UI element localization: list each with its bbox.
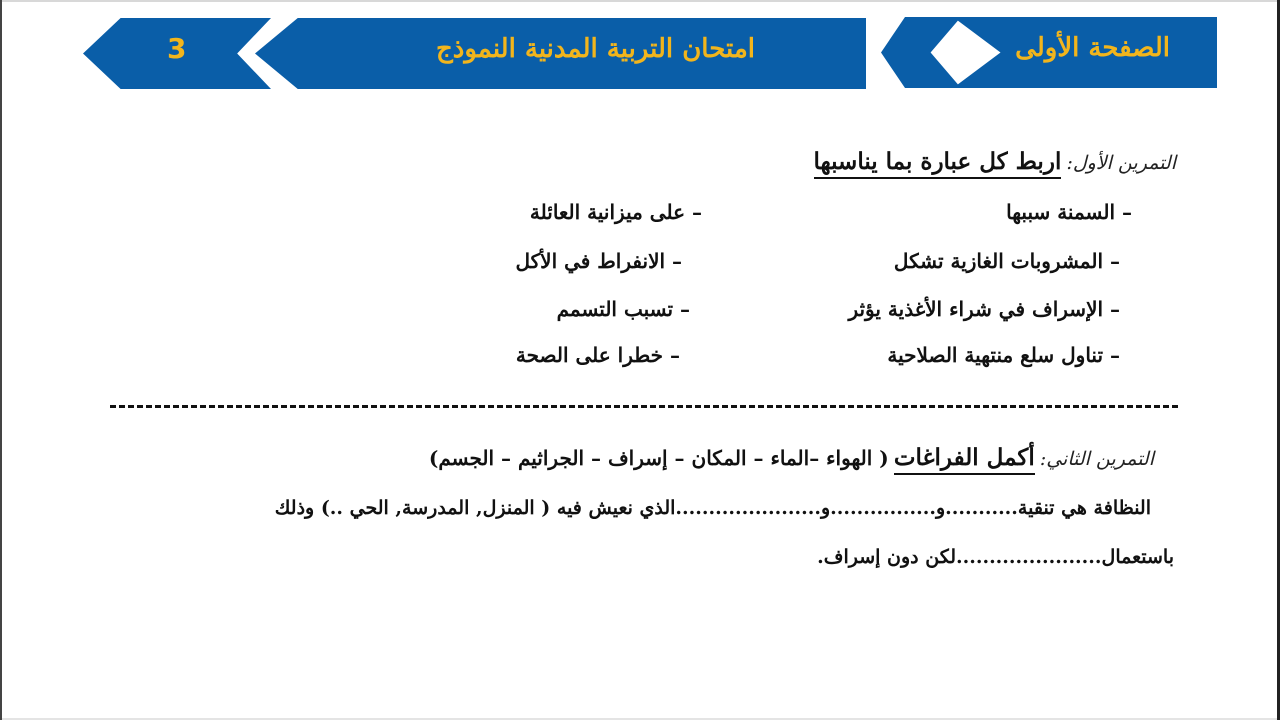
match-left-item: – المشروبات الغازية تشكل — [893, 249, 1120, 273]
match-right-item: – تسبب التسمم — [556, 297, 690, 321]
match-right-item: – الانفراط في الأكل — [515, 249, 682, 273]
match-left-item: – الإسراف في شراء الأغذية يؤثر — [848, 297, 1120, 321]
model-number: 3 — [167, 32, 187, 65]
match-right-item: – على ميزانية العائلة — [529, 200, 702, 224]
left-edge-line — [0, 0, 2, 720]
exercise1-label: التمرين الأول: — [1066, 152, 1176, 174]
page-label: الصفحة الأولى — [1015, 33, 1170, 63]
exercise2-heading — [429, 444, 1154, 471]
exam-title: امتحان التربية المدنية النموذج — [436, 34, 755, 64]
word-bank: ( الهواء –الماء – المكان – إسراف – الجراثيم – الجسم) — [428, 446, 889, 470]
exercise1-heading — [814, 148, 1177, 175]
fill-in-line-1: النظافة هي تنقية...........و................و......................الذي نعيش فيه ( المنزل, المدرسة, الحي ..) وذلك — [274, 497, 1151, 519]
exercise2-label: التمرين الثاني: — [1039, 448, 1154, 470]
match-right-item: – خطرا على الصحة — [515, 343, 680, 367]
exercise1-instruction: اربط كل عبارة بما يناسبها — [814, 148, 1062, 179]
match-left-item: – السمنة سببها — [1006, 200, 1132, 224]
match-left-item: – تناول سلع منتهية الصلاحية — [887, 343, 1120, 367]
section-divider — [110, 405, 1178, 408]
fill-in-line-2: باستعمال......................لكن دون إسراف. — [817, 546, 1174, 568]
exercise2-instruction: أكمل الفراغات — [894, 444, 1035, 475]
